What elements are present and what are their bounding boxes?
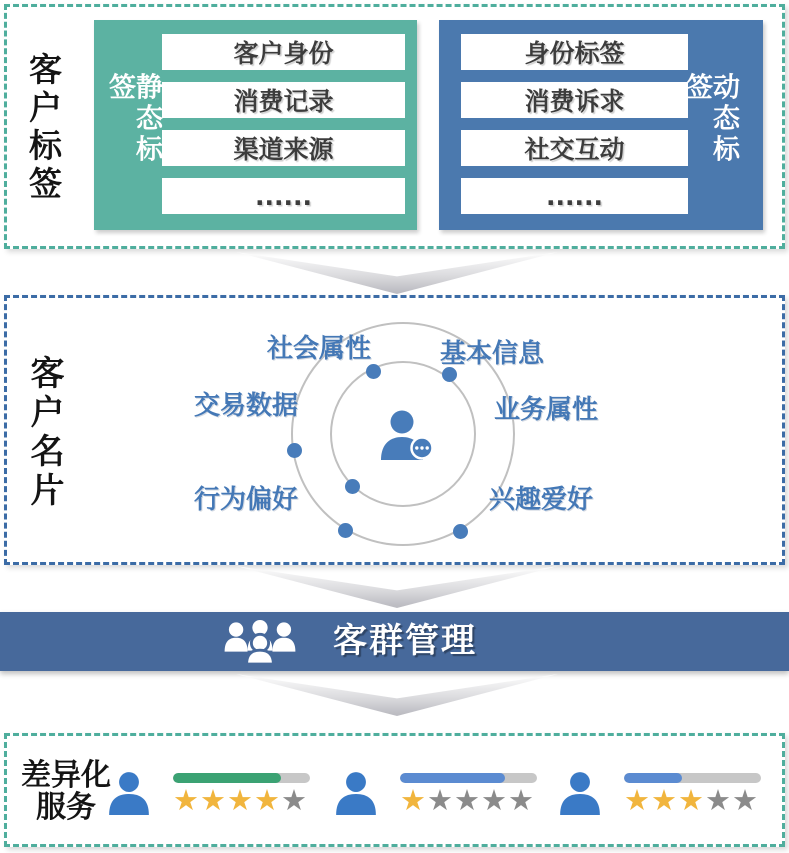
dynamic-tags-label: 动态标签 bbox=[681, 72, 739, 166]
star-icon: ★ bbox=[678, 783, 704, 817]
arrow-down-icon bbox=[236, 566, 558, 608]
attribute-label: 社会属性 bbox=[267, 334, 372, 364]
attribute-label: 业务属性 bbox=[494, 395, 599, 425]
person-icon bbox=[333, 771, 379, 815]
progress-track bbox=[624, 773, 761, 783]
progress-track bbox=[173, 773, 310, 783]
static-tags-rows bbox=[162, 34, 405, 214]
tag-row: 社交互动 bbox=[461, 130, 688, 166]
customer-tags-section bbox=[4, 4, 785, 249]
progress-track bbox=[400, 773, 537, 783]
star-icon: ★ bbox=[173, 783, 199, 817]
orbit-dot bbox=[287, 443, 302, 458]
attribute-label: 行为偏好 bbox=[194, 485, 299, 515]
tag-row: 消费诉求 bbox=[461, 82, 688, 118]
chat-bubble-icon bbox=[412, 438, 433, 459]
arrow-down-icon bbox=[236, 252, 558, 294]
customer-person-icon bbox=[377, 410, 435, 460]
orbit-dot bbox=[338, 523, 353, 538]
person-icon bbox=[557, 771, 603, 815]
progress-fill bbox=[624, 773, 682, 783]
progress-fill bbox=[173, 773, 281, 783]
people-group-icon bbox=[222, 620, 298, 664]
star-icon: ★ bbox=[400, 783, 426, 817]
tag-row: 渠道来源 bbox=[162, 130, 405, 166]
tag-row: 身份标签 bbox=[461, 34, 688, 70]
tag-row: 客户身份 bbox=[162, 34, 405, 70]
customer-rating-entry bbox=[106, 771, 316, 831]
orbit-dot bbox=[453, 524, 468, 539]
customer-rating-entry bbox=[557, 771, 767, 831]
star-icon: ★ bbox=[481, 783, 507, 817]
star-icon: ★ bbox=[705, 783, 731, 817]
star-icon: ★ bbox=[454, 783, 480, 817]
progress-fill bbox=[400, 773, 505, 783]
star-rating bbox=[173, 783, 310, 817]
star-icon: ★ bbox=[427, 783, 453, 817]
section-title-differentiated-service: 差异化服务 bbox=[21, 758, 111, 825]
star-icon: ★ bbox=[254, 783, 280, 817]
tag-row: ...... bbox=[461, 178, 688, 214]
star-icon: ★ bbox=[227, 783, 253, 817]
star-icon: ★ bbox=[508, 783, 534, 817]
star-icon: ★ bbox=[200, 783, 226, 817]
attribute-label: 交易数据 bbox=[194, 391, 299, 421]
star-icon: ★ bbox=[281, 783, 307, 817]
arrow-down-icon bbox=[236, 674, 558, 716]
static-tags-box bbox=[94, 20, 417, 230]
star-icon: ★ bbox=[732, 783, 758, 817]
attribute-label: 基本信息 bbox=[440, 339, 545, 369]
star-icon: ★ bbox=[651, 783, 677, 817]
section-title-group-management: 客群管理 bbox=[333, 621, 477, 661]
star-rating bbox=[624, 783, 761, 817]
tag-row: ...... bbox=[162, 178, 405, 214]
dynamic-tags-rows bbox=[461, 34, 688, 214]
static-tags-label: 静态标签 bbox=[104, 72, 162, 166]
group-management-band bbox=[0, 612, 789, 671]
star-icon: ★ bbox=[624, 783, 650, 817]
differentiated-service-section bbox=[4, 733, 785, 847]
attribute-label: 兴趣爱好 bbox=[489, 485, 594, 515]
section-title-customer-card: 客户名片 bbox=[24, 355, 64, 511]
star-rating bbox=[400, 783, 537, 817]
section-title-customer-tags: 客户标签 bbox=[24, 52, 63, 204]
customer-card-section bbox=[4, 295, 785, 565]
person-icon bbox=[106, 771, 152, 815]
tag-row: 消费记录 bbox=[162, 82, 405, 118]
orbit-dot bbox=[345, 479, 360, 494]
customer-rating-entry bbox=[333, 771, 543, 831]
orbit-dot bbox=[366, 364, 381, 379]
dynamic-tags-box bbox=[439, 20, 763, 230]
